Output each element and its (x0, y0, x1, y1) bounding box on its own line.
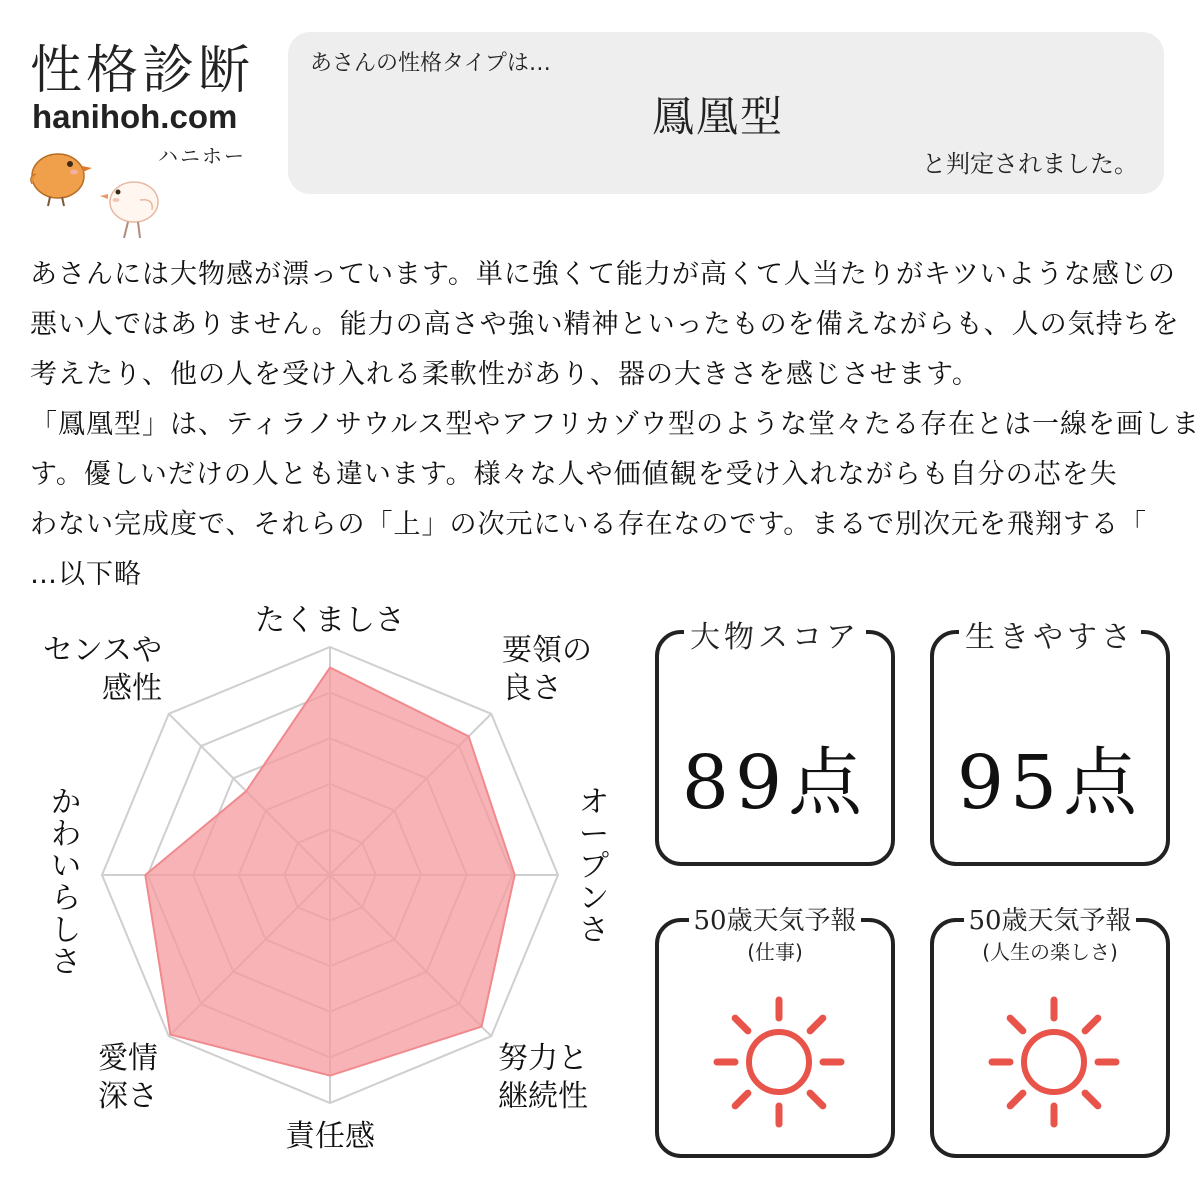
description (30, 250, 1200, 600)
forecast-box-life (930, 906, 1170, 1158)
sun-ray (1085, 1018, 1098, 1031)
description-line: あさんには大物感が漂っています。単に強くて能力が高くて人当たりがキツいような感じの (30, 259, 1176, 290)
description-line: 悪い人ではありません。能力の高さや強い精神といったものを備えながらも、人の気持ちを (30, 309, 1180, 340)
sun-ray (810, 1018, 823, 1031)
radar-label-sense: センスや感性 (42, 633, 162, 706)
score-title: 生きやすさ (959, 620, 1141, 655)
white-chick-icon (100, 172, 166, 242)
result-box (288, 32, 1164, 194)
sun-ray (1010, 1018, 1023, 1031)
result-intro: あさんの性格タイプは… (310, 51, 551, 76)
score-box-ikiyasusa (930, 620, 1170, 866)
radar-label-openness: オープンさ (579, 785, 609, 948)
radar-label-doryoku: 努力と継続性 (498, 1041, 588, 1114)
forecast-title: 50歳天気予報 (689, 906, 860, 936)
radar-label-takumashisa: たくましさ (255, 603, 405, 638)
forecast-box-work (655, 906, 895, 1158)
result-type: 鳳凰型 (651, 92, 784, 141)
description-line: す。優しいだけの人とも違います。様々な人や価値観を受け入れながらも自分の芯を失 (30, 459, 1118, 490)
sun-ray (735, 1018, 748, 1031)
description-line: …以下略 (30, 559, 142, 590)
description-line: わない完成度で、それらの「上」の次元にいる存在なのです。まるで別次元を飛翔する「 (30, 509, 1148, 540)
radar-label-kawairashisa: かわいらしさ (51, 785, 81, 980)
sun-icon (984, 992, 1124, 1132)
sun-ray (1010, 1093, 1023, 1106)
radar-label-sekininkan: 責任感 (285, 1119, 375, 1154)
radar-chart (0, 590, 650, 1200)
score-value: 89点 (681, 740, 869, 826)
sun-icon (709, 992, 849, 1132)
result-outro: と判定されました。 (922, 150, 1138, 178)
orange-chick-icon (22, 142, 92, 208)
logo-domain: hanihoh.com (32, 98, 238, 135)
sun-disc (749, 1032, 809, 1092)
radar-data-area (145, 668, 514, 1076)
logo-subtitle: ハニホー (158, 144, 246, 168)
score-value: 95点 (956, 740, 1144, 826)
score-box-omono (655, 620, 895, 866)
sun-ray (810, 1093, 823, 1106)
forecast-subtitle: (人生の楽しさ) (982, 940, 1118, 964)
radar-label-aijou: 愛情深さ (98, 1041, 158, 1114)
sun-disc (1024, 1032, 1084, 1092)
score-title: 大物スコア (684, 620, 866, 655)
sun-ray (735, 1093, 748, 1106)
sun-ray (1085, 1093, 1098, 1106)
logo-title: 性格診断 (30, 41, 255, 101)
forecast-subtitle: (仕事) (747, 940, 803, 964)
forecast-title: 50歳天気予報 (964, 906, 1135, 936)
radar-label-youryou: 要領の良さ (502, 633, 592, 706)
description-line: 「鳳凰型」は、ティラノサウルス型やアフリカゾウ型のような堂々たる存在とは一線を画しま (30, 409, 1200, 440)
description-line: 考えたり、他の人を受け入れる柔軟性があり、器の大きさを感じさせます。 (30, 359, 980, 390)
